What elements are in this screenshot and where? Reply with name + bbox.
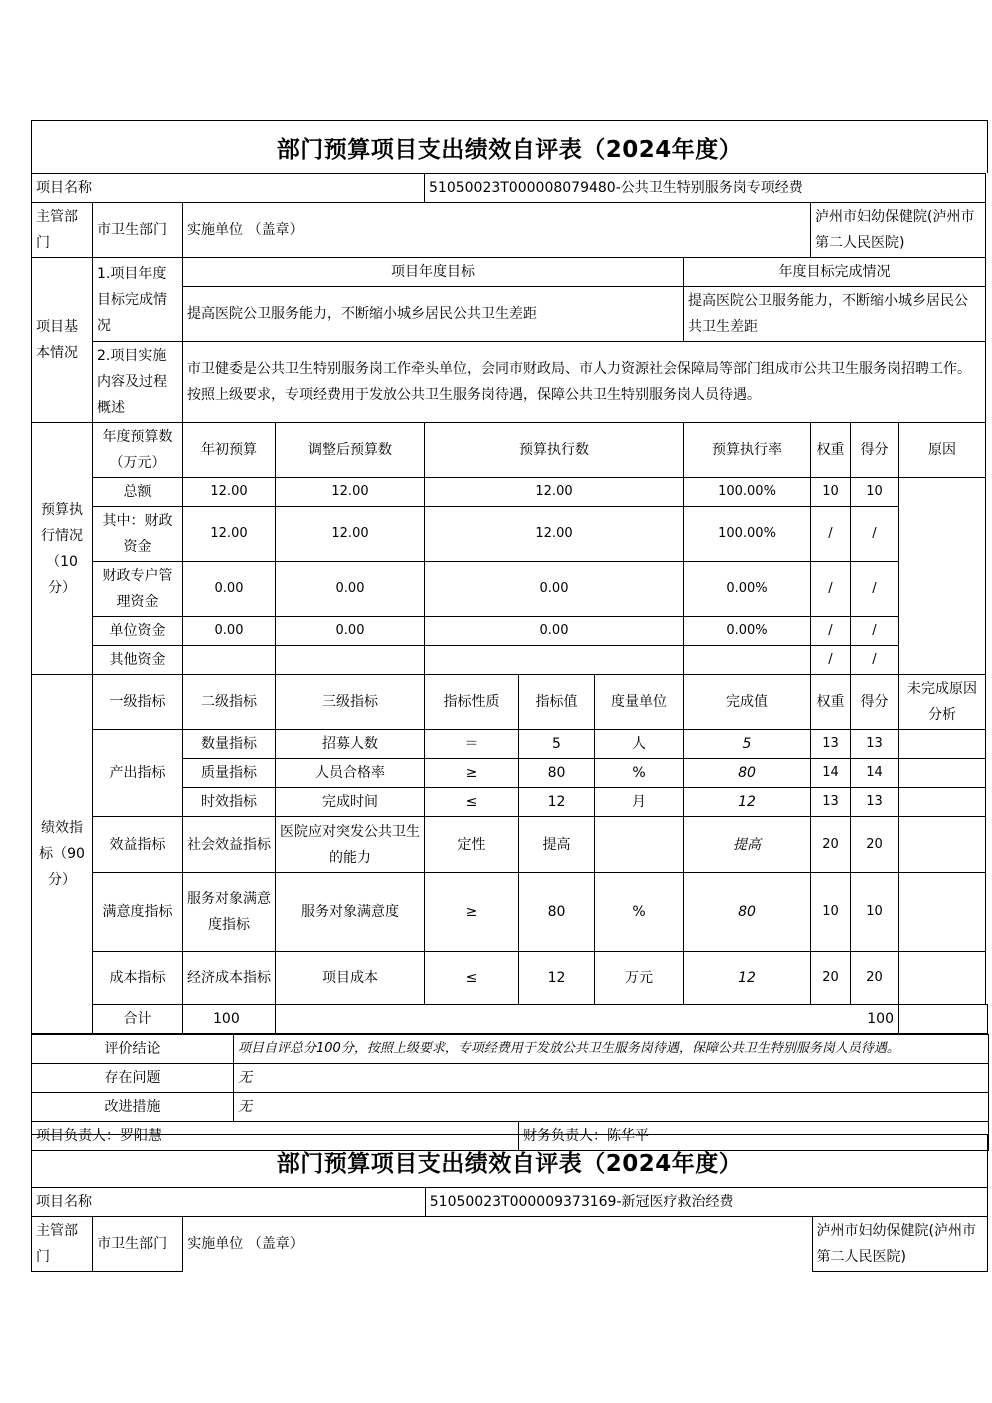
budget-executed: 12.00 bbox=[425, 507, 684, 562]
perf-score: 13 bbox=[851, 788, 899, 817]
budget-rate: 100.00% bbox=[684, 507, 811, 562]
perf-score: 14 bbox=[851, 759, 899, 788]
budget-weight: / bbox=[811, 562, 851, 617]
budget-head-initial: 年初预算 bbox=[183, 423, 276, 478]
impl-unit-value: 泸州市妇幼保健院(泸州市第二人民医院) bbox=[812, 1217, 987, 1272]
budget-weight: / bbox=[811, 617, 851, 646]
budget-row bbox=[32, 646, 988, 675]
budget-rate: 0.00% bbox=[684, 562, 811, 617]
budget-weight: 10 bbox=[811, 478, 851, 507]
perf-nature: ≥ bbox=[425, 759, 519, 788]
budget-adjusted: 12.00 bbox=[276, 478, 425, 507]
budget-rate: 0.00% bbox=[684, 617, 811, 646]
evaluation-table bbox=[31, 173, 988, 1034]
perf-score: 20 bbox=[851, 952, 899, 1005]
perf-l2: 社会效益指标 bbox=[183, 817, 276, 873]
goal-col-header: 项目年度目标 bbox=[183, 258, 684, 287]
perf-weight: 20 bbox=[811, 952, 851, 1005]
budget-initial: 12.00 bbox=[183, 507, 276, 562]
basic-info-label: 项目基本情况 bbox=[32, 258, 93, 423]
perf-done: 12 bbox=[684, 788, 811, 817]
perf-l2: 时效指标 bbox=[183, 788, 276, 817]
budget-executed: 0.00 bbox=[425, 562, 684, 617]
budget-row-name: 其中：财政资金 bbox=[93, 507, 183, 562]
total-score: 100 bbox=[276, 1005, 899, 1034]
conclusion-label: 评价结论 bbox=[32, 1035, 234, 1064]
evaluation-form-1 bbox=[31, 120, 988, 1151]
perf-head-l3: 三级指标 bbox=[276, 675, 425, 730]
budget-head-rate: 预算执行率 bbox=[684, 423, 811, 478]
budget-initial: 0.00 bbox=[183, 562, 276, 617]
perf-head-nature: 指标性质 bbox=[425, 675, 519, 730]
budget-row bbox=[32, 478, 988, 507]
budget-score: 10 bbox=[851, 478, 899, 507]
perf-unit bbox=[595, 817, 684, 873]
perf-unit: % bbox=[595, 759, 684, 788]
project-name-label: 项目名称 bbox=[32, 174, 425, 203]
budget-rate bbox=[684, 646, 811, 675]
perf-head-l1: 一级指标 bbox=[93, 675, 183, 730]
perf-score: 20 bbox=[851, 817, 899, 873]
project-name-label: 项目名称 bbox=[32, 1188, 426, 1217]
finance-leader: 财务负责人：陈华平 bbox=[519, 1122, 989, 1151]
budget-head-score: 得分 bbox=[851, 423, 899, 478]
measure-label: 改进措施 bbox=[32, 1093, 234, 1122]
perf-nature: ≤ bbox=[425, 952, 519, 1005]
perf-done: 5 bbox=[684, 730, 811, 759]
perf-head-value: 指标值 bbox=[519, 675, 595, 730]
project-leader: 项目负责人：罗阳慧 bbox=[32, 1122, 519, 1151]
perf-l3: 完成时间 bbox=[276, 788, 425, 817]
evaluation-table bbox=[31, 1187, 988, 1272]
perf-head-reason: 未完成原因分析 bbox=[899, 675, 986, 730]
form-title: 部门预算项目支出绩效自评表（2024年度） bbox=[31, 1134, 988, 1187]
perf-nature: 定性 bbox=[425, 817, 519, 873]
dept-value: 市卫生部门 bbox=[93, 1217, 183, 1272]
problem-label: 存在问题 bbox=[32, 1064, 234, 1093]
impl-unit-label: 实施单位 （盖章） bbox=[183, 1217, 812, 1272]
perf-reason bbox=[899, 788, 986, 817]
budget-row-name: 单位资金 bbox=[93, 617, 183, 646]
budget-initial: 12.00 bbox=[183, 478, 276, 507]
perf-done: 提高 bbox=[684, 817, 811, 873]
perf-l2: 经济成本指标 bbox=[183, 952, 276, 1005]
perf-row bbox=[32, 817, 988, 873]
perf-row bbox=[32, 873, 988, 952]
perf-l3: 人员合格率 bbox=[276, 759, 425, 788]
budget-weight: / bbox=[811, 507, 851, 562]
project-name-value: 51050023T000009373169-新冠医疗救治经费 bbox=[425, 1188, 987, 1217]
perf-weight: 10 bbox=[811, 873, 851, 952]
perf-group-effect: 效益指标 bbox=[93, 817, 183, 873]
perf-l3: 项目成本 bbox=[276, 952, 425, 1005]
form-title: 部门预算项目支出绩效自评表（2024年度） bbox=[31, 120, 988, 173]
budget-initial: 0.00 bbox=[183, 617, 276, 646]
budget-adjusted: 0.00 bbox=[276, 617, 425, 646]
problem-text: 无 bbox=[234, 1064, 989, 1093]
dept-value: 市卫生部门 bbox=[93, 203, 183, 258]
total-label: 合计 bbox=[93, 1005, 183, 1034]
budget-row bbox=[32, 562, 988, 617]
budget-row bbox=[32, 507, 988, 562]
impl-unit-label: 实施单位 （盖章） bbox=[183, 203, 811, 258]
perf-reason bbox=[899, 873, 986, 952]
perf-group-output: 产出指标 bbox=[93, 730, 183, 817]
perf-weight: 14 bbox=[811, 759, 851, 788]
perf-weight: 20 bbox=[811, 817, 851, 873]
budget-row-name: 总额 bbox=[93, 478, 183, 507]
perf-l3: 服务对象满意度 bbox=[276, 873, 425, 952]
budget-section-label: 预算执行情况（10分） bbox=[32, 423, 93, 675]
perf-row bbox=[32, 730, 988, 759]
budget-initial bbox=[183, 646, 276, 675]
conclusion-text: 项目自评总分100分，按照上级要求，专项经费用于发放公共卫生服务岗待遇，保障公共卫生特别服务岗人员待遇。 bbox=[234, 1035, 989, 1064]
impl-content-text: 市卫健委是公共卫生特别服务岗工作牵头单位，会同市财政局、市人力资源社会保障局等部门组成市公共卫生服务岗招聘工作。按照上级要求，专项经费用于发放公共卫生服务岗待遇，保障公共卫生特别服务岗人员待遇。 bbox=[183, 342, 986, 423]
impl-unit-value: 泸州市妇幼保健院(泸州市第二人民医院) bbox=[811, 203, 986, 258]
perf-nature: ≥ bbox=[425, 873, 519, 952]
dept-label: 主管部门 bbox=[32, 203, 93, 258]
measure-text: 无 bbox=[234, 1093, 989, 1122]
perf-l3: 医院应对突发公共卫生的能力 bbox=[276, 817, 425, 873]
perf-head-done: 完成值 bbox=[684, 675, 811, 730]
budget-score: / bbox=[851, 562, 899, 617]
perf-value: 12 bbox=[519, 788, 595, 817]
perf-reason bbox=[899, 759, 986, 788]
budget-rate: 100.00% bbox=[684, 478, 811, 507]
perf-group-cost: 成本指标 bbox=[93, 952, 183, 1005]
perf-l2: 质量指标 bbox=[183, 759, 276, 788]
goal-label: 1.项目年度目标完成情况 bbox=[93, 258, 183, 342]
budget-row bbox=[32, 617, 988, 646]
budget-executed bbox=[425, 646, 684, 675]
budget-executed: 12.00 bbox=[425, 478, 684, 507]
budget-head-adjusted: 调整后预算数 bbox=[276, 423, 425, 478]
goal-text: 提高医院公卫服务能力，不断缩小城乡居民公共卫生差距 bbox=[183, 287, 684, 342]
budget-executed: 0.00 bbox=[425, 617, 684, 646]
perf-value: 提高 bbox=[519, 817, 595, 873]
perf-head-l2: 二级指标 bbox=[183, 675, 276, 730]
perf-nature: ≤ bbox=[425, 788, 519, 817]
impl-content-label: 2.项目实施内容及过程概述 bbox=[93, 342, 183, 423]
goal-done-text: 提高医院公卫服务能力，不断缩小城乡居民公共卫生差距 bbox=[684, 287, 986, 342]
perf-weight: 13 bbox=[811, 730, 851, 759]
perf-unit: 万元 bbox=[595, 952, 684, 1005]
perf-weight: 13 bbox=[811, 788, 851, 817]
perf-reason bbox=[899, 817, 986, 873]
budget-score: / bbox=[851, 617, 899, 646]
perf-done: 80 bbox=[684, 873, 811, 952]
evaluation-form-2 bbox=[31, 1134, 988, 1272]
perf-l3: 招募人数 bbox=[276, 730, 425, 759]
total-weight: 100 bbox=[183, 1005, 276, 1034]
budget-head-executed: 预算执行数 bbox=[425, 423, 684, 478]
perf-head-score: 得分 bbox=[851, 675, 899, 730]
perf-done: 12 bbox=[684, 952, 811, 1005]
perf-head-unit: 度量单位 bbox=[595, 675, 684, 730]
perf-value: 12 bbox=[519, 952, 595, 1005]
perf-reason bbox=[899, 730, 986, 759]
budget-adjusted: 12.00 bbox=[276, 507, 425, 562]
perf-section-label: 绩效指标（90分） bbox=[32, 675, 93, 1034]
perf-head-weight: 权重 bbox=[811, 675, 851, 730]
perf-value: 80 bbox=[519, 759, 595, 788]
perf-nature: ＝ bbox=[425, 730, 519, 759]
budget-adjusted: 0.00 bbox=[276, 562, 425, 617]
perf-score: 13 bbox=[851, 730, 899, 759]
perf-reason bbox=[899, 952, 986, 1005]
perf-done: 80 bbox=[684, 759, 811, 788]
perf-value: 80 bbox=[519, 873, 595, 952]
perf-row bbox=[32, 952, 988, 1005]
budget-score: / bbox=[851, 646, 899, 675]
budget-reason bbox=[899, 478, 986, 675]
perf-unit: % bbox=[595, 873, 684, 952]
total-empty bbox=[899, 1005, 988, 1034]
budget-score: / bbox=[851, 507, 899, 562]
perf-group-satisfaction: 满意度指标 bbox=[93, 873, 183, 952]
budget-row-name: 财政专户管理资金 bbox=[93, 562, 183, 617]
perf-l2: 服务对象满意度指标 bbox=[183, 873, 276, 952]
project-name-value: 51050023T000008079480-公共卫生特别服务岗专项经费 bbox=[425, 174, 986, 203]
budget-weight: / bbox=[811, 646, 851, 675]
budget-row-name: 其他资金 bbox=[93, 646, 183, 675]
perf-unit: 人 bbox=[595, 730, 684, 759]
budget-head-reason: 原因 bbox=[899, 423, 986, 478]
budget-head-annual: 年度预算数（万元） bbox=[93, 423, 183, 478]
perf-unit: 月 bbox=[595, 788, 684, 817]
perf-value: 5 bbox=[519, 730, 595, 759]
budget-adjusted bbox=[276, 646, 425, 675]
budget-head-weight: 权重 bbox=[811, 423, 851, 478]
perf-l2: 数量指标 bbox=[183, 730, 276, 759]
perf-score: 10 bbox=[851, 873, 899, 952]
dept-label: 主管部门 bbox=[32, 1217, 93, 1272]
goal-done-col-header: 年度目标完成情况 bbox=[684, 258, 986, 287]
